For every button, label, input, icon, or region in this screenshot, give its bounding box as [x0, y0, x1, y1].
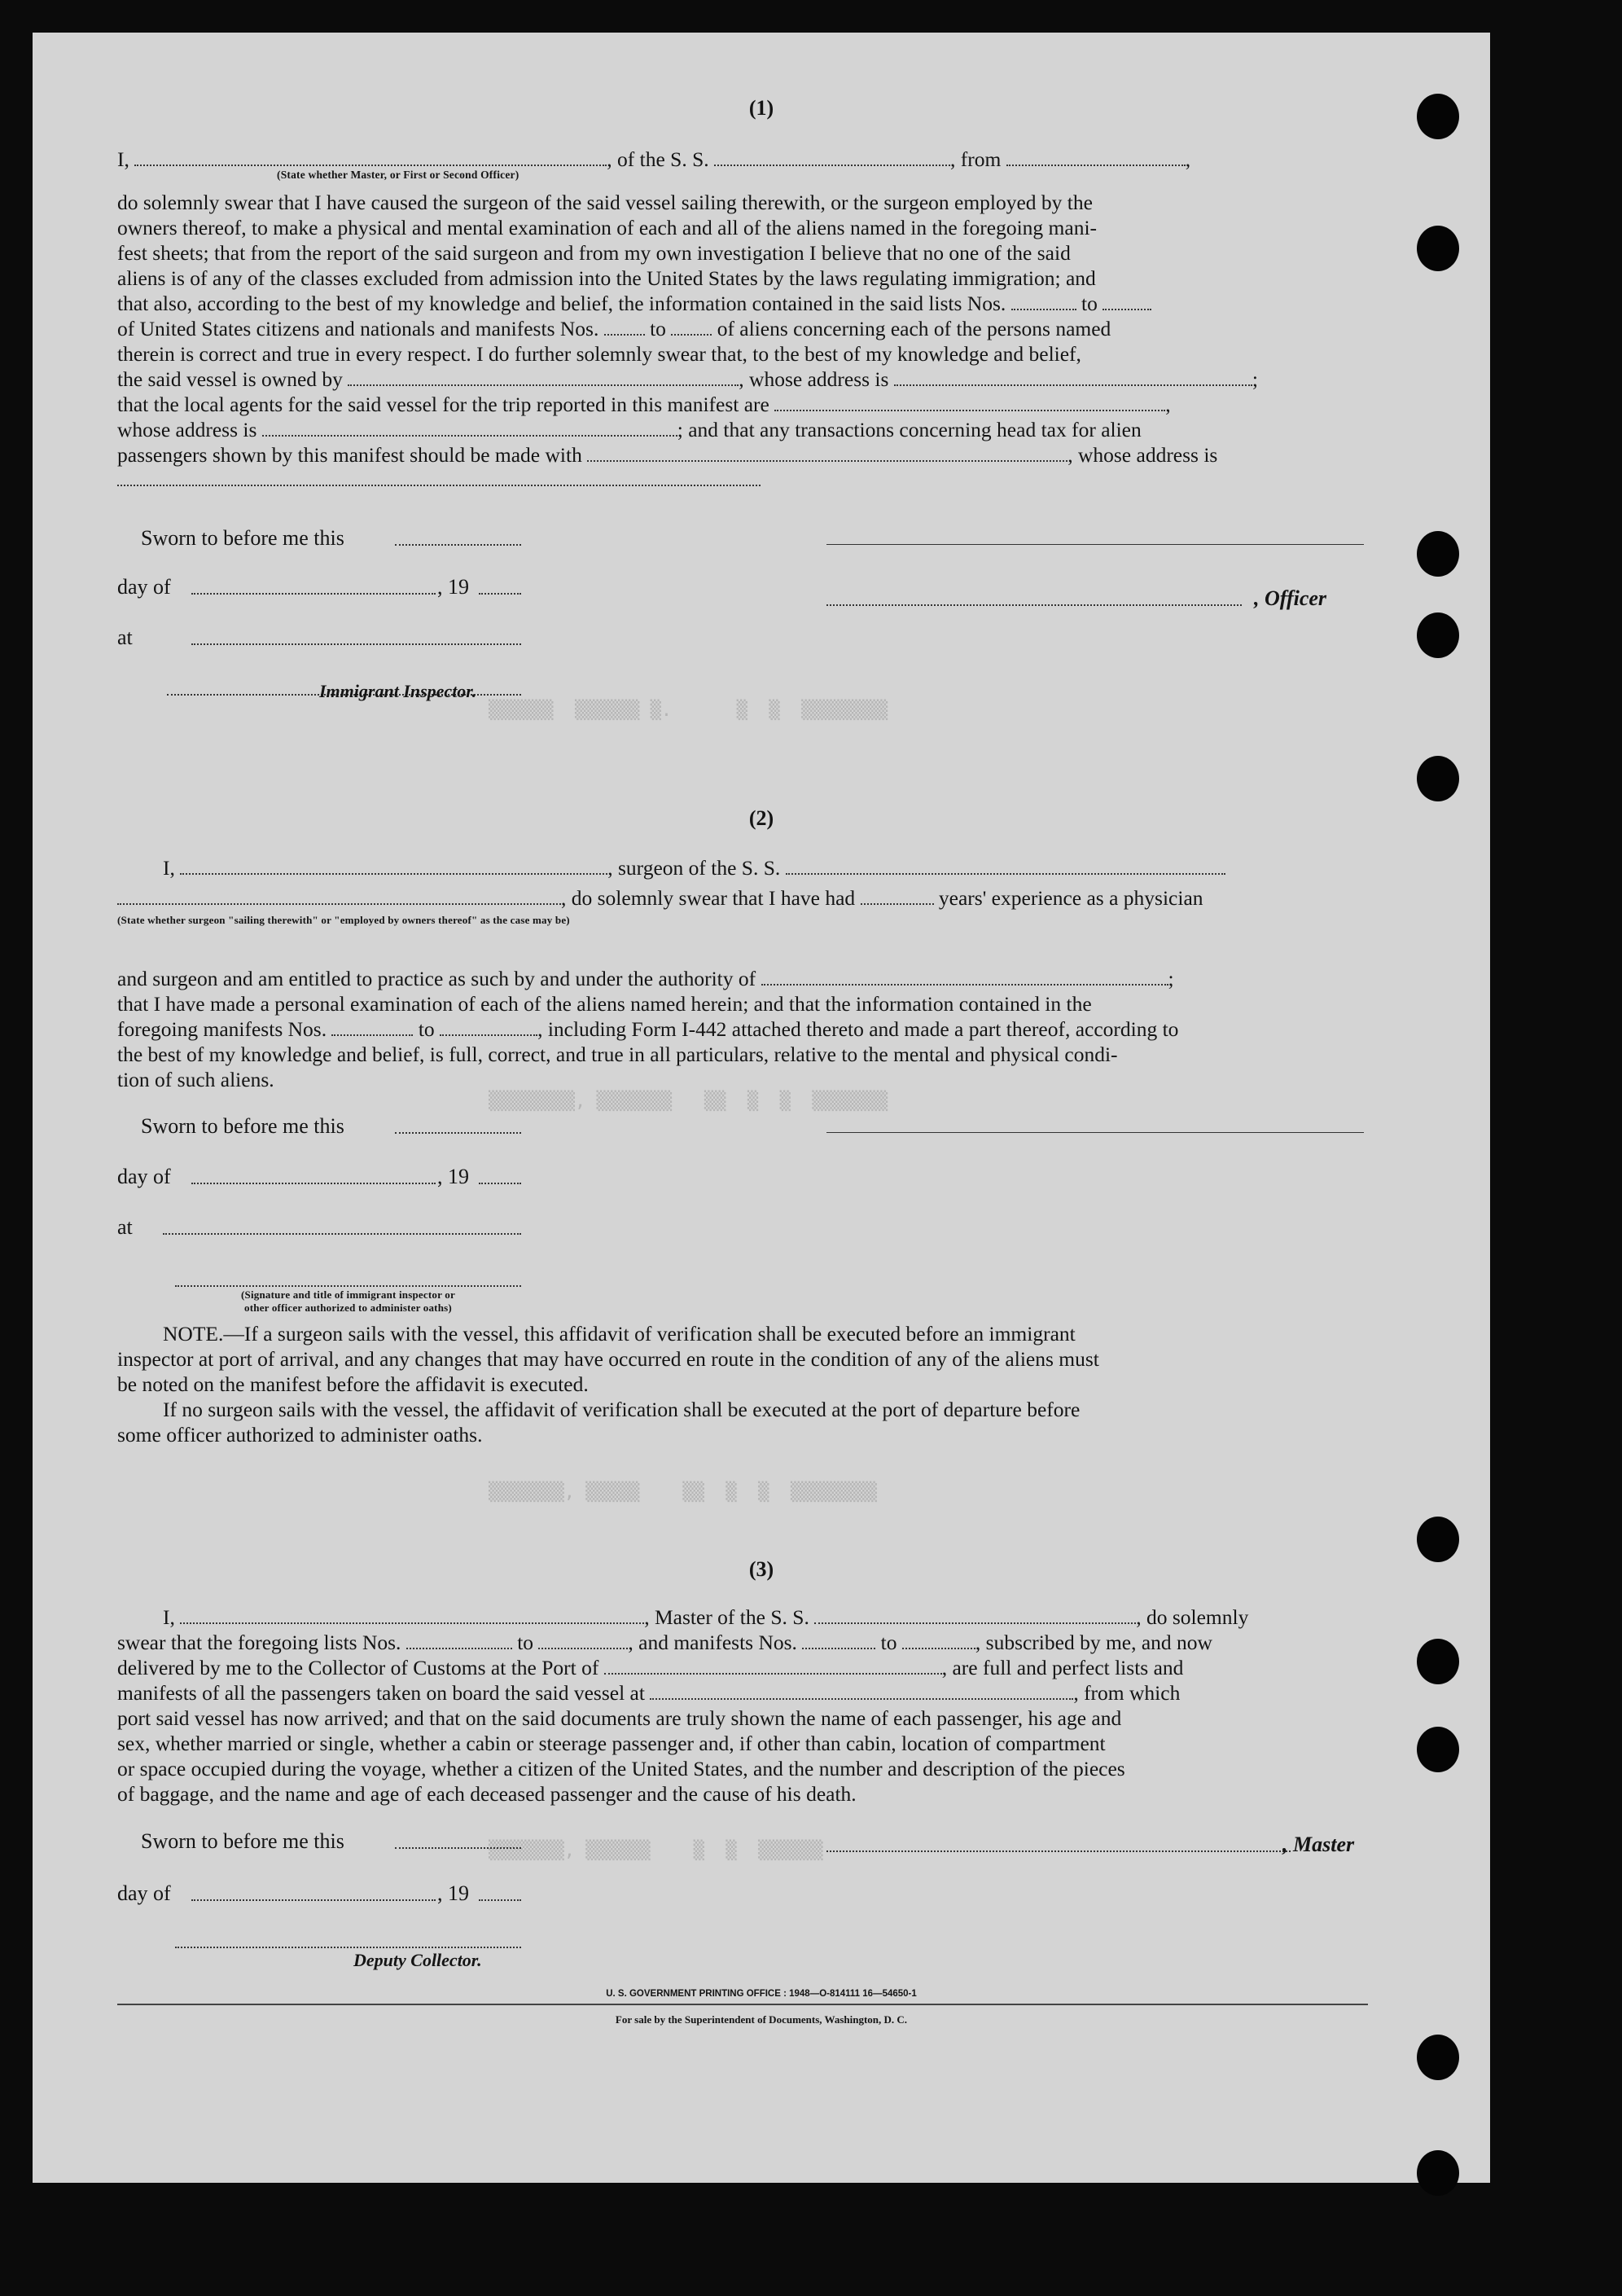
oath-text: to — [650, 317, 666, 340]
section-2-number: (2) — [748, 806, 774, 830]
oath-text: delivered by me to the Collector of Customs at the Port of — [117, 1656, 599, 1679]
head-tax-party-field[interactable] — [587, 442, 1067, 462]
deputy-collector-label: Deputy Collector. — [353, 1950, 482, 1970]
manifest-to-field[interactable] — [440, 1016, 537, 1036]
punch-hole — [1417, 531, 1459, 577]
oath-text: , subscribed by me, and now — [975, 1631, 1212, 1654]
oath-text: to — [418, 1017, 435, 1041]
punch-hole — [1417, 756, 1459, 801]
oath-text: that the local agents for the said vessel for the trip reported in this manifest are — [117, 393, 769, 416]
form-paper — [33, 33, 1490, 2183]
oath-line: that I have made a personal examination of each of the aliens named herein; and that the information contained in the — [117, 992, 1092, 1016]
day-of-field[interactable] — [191, 1899, 436, 1901]
section-1-header-line: I, , of the S. S. , from , — [117, 147, 1191, 171]
year-field[interactable] — [479, 1899, 521, 1901]
lists-to-field[interactable] — [538, 1630, 628, 1649]
section-3-oath-text — [117, 1605, 1368, 1807]
origin-port-field[interactable] — [1006, 147, 1186, 166]
bleed-through: ▒▒▒▒▒▒▒, ▒▒▒▒▒▒ ▒ ▒ ▒▒▒▒▒▒ — [489, 1841, 823, 1861]
master-name-field[interactable] — [180, 1605, 644, 1624]
oath-line: owners thereof, to make a physical and mental examination of each and all of the aliens named in the foregoing mani- — [117, 216, 1098, 239]
oath-text: ; and that any transactions concerning head tax for alien — [677, 418, 1142, 441]
section-2-oath-text — [117, 966, 1368, 1092]
at-place-field[interactable] — [191, 643, 521, 645]
sworn-label: Sworn to before me this — [141, 1114, 344, 1138]
oath-line — [117, 1680, 1368, 1706]
oath-line: fest sheets; that from the report of the said surgeon and from my own investigation I believe that no one of the said — [117, 241, 1071, 265]
punch-hole — [1417, 1517, 1459, 1562]
authority-field[interactable] — [761, 966, 1168, 986]
punch-hole — [1417, 612, 1459, 658]
oath-line: sex, whether married or single, whether a cabin or steerage passenger and, if other than cabin, location of compartment — [117, 1732, 1106, 1755]
day-of-field[interactable] — [191, 593, 436, 595]
local-agents-field[interactable] — [774, 392, 1165, 411]
signature-note-line: (Signature and title of immigrant inspector or — [241, 1288, 455, 1301]
note-text: —If a surgeon sails with the vessel, this affidavit of verification shall be executed before an immigrant — [223, 1322, 1076, 1346]
oath-text: the said vessel is owned by — [117, 367, 343, 391]
oath-text: , including Form I-442 attached thereto and made a part thereof, according to — [537, 1017, 1179, 1041]
oath-text: that also, according to the best of my knowledge and belief, the information contained in the said lists Nos. — [117, 292, 1006, 315]
text-of-ss: , of the S. S. — [607, 147, 709, 171]
oath-line — [117, 1630, 1368, 1655]
oath-text: passengers shown by this manifest should be made with — [117, 443, 582, 467]
years-experience-field[interactable] — [861, 885, 934, 905]
inspector-signature-field[interactable] — [175, 1285, 521, 1287]
day-of-field[interactable] — [191, 1183, 436, 1184]
at-label: at — [117, 1215, 133, 1239]
oath-line — [117, 1016, 1368, 1042]
oath-text: , Master of the S. S. — [644, 1605, 809, 1629]
printing-office-line: U. S. GOVERNMENT PRINTING OFFICE : 1948—O-814111 16—54650-1 — [606, 1989, 917, 1999]
bleed-through: ▒▒▒▒▒▒▒▒, ▒▒▒▒▒▒▒ ▒▒ ▒ ▒ ▒▒▒▒▒▒▒ — [489, 1091, 888, 1112]
oath-line: that the local agents for the said vessel for the trip reported in this manifest are , — [117, 393, 1171, 416]
year-field[interactable] — [479, 1183, 521, 1184]
owner-field[interactable] — [348, 367, 739, 386]
bleed-through: ▒▒▒▒▒▒▒, ▒▒▒▒▒ ▒▒ ▒ ▒ ▒▒▒▒▒▒▒▒ — [489, 1482, 877, 1503]
oath-line: tion of such aliens. — [117, 1068, 274, 1091]
text-i: I, — [163, 856, 175, 880]
manifest-from-field[interactable] — [331, 1016, 413, 1036]
head-tax-address-field[interactable] — [117, 485, 761, 486]
oath-text: , do solemnly — [1136, 1605, 1249, 1629]
surgeon-name-field[interactable] — [180, 855, 607, 875]
section-2-status-note: (State whether surgeon "sailing therewith" or "employed by owners thereof" as the case may be) — [117, 914, 570, 926]
manifest-no-to-field[interactable] — [671, 316, 712, 336]
signature-note — [175, 1288, 521, 1315]
oath-line: the best of my knowledge and belief, is full, correct, and true in all particulars, relative to the mental and physical condi- — [117, 1043, 1118, 1066]
surgeon-status-field[interactable] — [117, 885, 561, 905]
oath-line — [117, 291, 1368, 316]
agents-address-field[interactable] — [262, 417, 677, 437]
oath-line — [117, 1605, 1368, 1630]
text-from: , from — [950, 147, 1002, 171]
year-label: , 19 — [437, 1881, 469, 1905]
section-2-header — [117, 855, 1368, 911]
officer-label: , Officer — [1254, 586, 1327, 610]
section-1-oath-text — [117, 190, 1368, 468]
rank-field[interactable] — [134, 147, 607, 166]
signature-note-line: other officer authorized to administer oaths) — [244, 1302, 452, 1314]
section-3-number: (3) — [748, 1557, 774, 1581]
punch-hole — [1417, 2035, 1459, 2080]
oath-line: the said vessel is owned by , whose address is ; — [117, 367, 1258, 391]
officer-name-field[interactable] — [826, 604, 1242, 606]
at-place-field[interactable] — [163, 1233, 521, 1235]
section-2-line — [117, 855, 1368, 880]
oath-line: or space occupied during the voyage, whether a citizen of the United States, and the number and description of the pieces — [117, 1757, 1125, 1780]
embarkation-port-field[interactable] — [650, 1680, 1073, 1700]
oath-text: foregoing manifests Nos. — [117, 1017, 327, 1041]
vessel-name-field[interactable] — [714, 147, 950, 166]
note-line: inspector at port of arrival, and any changes that may have occurred en route in the condition of any of the aliens must — [117, 1347, 1099, 1371]
oath-line: do solemnly swear that I have caused the surgeon of the said vessel sailing therewith, or the surgeon employed by the — [117, 191, 1093, 214]
oath-line: port said vessel has now arrived; and that on the said documents are truly shown the name of each passenger, his age and — [117, 1706, 1122, 1730]
text-i: I, — [163, 1605, 175, 1629]
note-line: some officer authorized to administer oaths. — [117, 1423, 483, 1447]
note-label: NOTE. — [163, 1322, 224, 1346]
oath-text: , are full and perfect lists and — [941, 1656, 1184, 1679]
sworn-date-field[interactable] — [395, 1847, 521, 1849]
punch-hole — [1417, 1639, 1459, 1684]
punch-hole — [1417, 2150, 1459, 2196]
punch-hole — [1417, 1727, 1459, 1772]
master-label: , Master — [1282, 1833, 1355, 1856]
year-label: , 19 — [437, 1165, 469, 1188]
oath-line — [117, 316, 1368, 341]
oath-text: , do solemnly swear that I have had — [561, 886, 856, 910]
manifests-from-field[interactable] — [802, 1630, 875, 1649]
sworn-date-field[interactable] — [395, 1132, 521, 1134]
for-sale-line: For sale by the Superintendent of Documents, Washington, D. C. — [615, 2013, 908, 2026]
oath-text: to — [517, 1631, 534, 1654]
surgeon-vessel-field[interactable] — [786, 855, 1225, 875]
oath-line — [117, 417, 1368, 442]
oath-text: manifests of all the passengers taken on board the said vessel at — [117, 1681, 645, 1705]
oath-text: whose address is — [117, 418, 257, 441]
bleed-through: ▒▒▒▒▒▒ ▒▒▒▒▒▒ ▒. ▒ ▒ ▒▒▒▒▒▒▒▒ — [489, 700, 888, 721]
footer-rule — [117, 2004, 1368, 2005]
oath-text: of United States citizens and nationals and manifests Nos. — [117, 317, 599, 340]
sworn-label: Sworn to before me this — [141, 526, 344, 550]
master-vessel-field[interactable] — [814, 1605, 1136, 1624]
manifest-no-from-field[interactable] — [604, 316, 645, 336]
customs-port-field[interactable] — [604, 1655, 942, 1675]
owner-address-field[interactable] — [894, 367, 1252, 386]
immigrant-inspector-label: Immigrant Inspector. — [319, 681, 477, 701]
oath-line: of baggage, and the name and age of each deceased passenger and the cause of his death. — [117, 1782, 857, 1806]
list-no-from-field[interactable] — [1011, 291, 1076, 310]
master-signature-field[interactable] — [826, 1850, 1291, 1852]
punch-hole — [1417, 226, 1459, 271]
oath-text: of aliens concerning each of the persons named — [717, 317, 1111, 340]
oath-text: swear that the foregoing lists Nos. — [117, 1631, 401, 1654]
sworn-label: Sworn to before me this — [141, 1829, 344, 1853]
oath-line: aliens is of any of the classes excluded from admission into the United States by the laws regulating immigration; and — [117, 266, 1096, 290]
oath-text: and surgeon and am entitled to practice as such by and under the authority of — [117, 967, 756, 990]
day-of-label: day of — [117, 1881, 171, 1905]
section-2-note — [117, 1321, 1368, 1447]
text-surgeon-of-ss: , surgeon of the S. S. — [607, 856, 781, 880]
oath-line: therein is correct and true in every respect. I do further solemnly swear that, to the best of my knowledge and belief, — [117, 342, 1081, 366]
oath-text: to — [1081, 292, 1098, 315]
lists-from-field[interactable] — [406, 1630, 512, 1649]
oath-line — [117, 442, 1368, 468]
oath-text: years' experience as a physician — [938, 886, 1203, 910]
year-label: , 19 — [437, 575, 469, 599]
section-1-rank-note: (State whether Master, or First or Second Officer) — [277, 169, 519, 181]
day-of-label: day of — [117, 575, 171, 599]
oath-line — [117, 1655, 1368, 1680]
oath-text: , whose address is — [739, 367, 889, 391]
note-line: If no surgeon sails with the vessel, the affidavit of verification shall be executed at the port of departure before — [163, 1398, 1081, 1421]
oath-text: , whose address is — [1067, 443, 1218, 467]
note-line — [117, 1321, 1368, 1346]
sworn-date-field[interactable] — [395, 544, 521, 546]
at-label: at — [117, 626, 133, 649]
oath-text: , and manifests Nos. — [628, 1631, 797, 1654]
day-of-label: day of — [117, 1165, 171, 1188]
manifests-to-field[interactable] — [902, 1630, 975, 1649]
note-line: be noted on the manifest before the affidavit is executed. — [117, 1372, 589, 1396]
surgeon-signature-field[interactable] — [826, 1132, 1364, 1133]
oath-text: , from which — [1073, 1681, 1181, 1705]
oath-line: and surgeon and am entitled to practice as such by and under the authority of ; — [117, 967, 1174, 990]
collector-signature-field[interactable] — [175, 1947, 521, 1948]
section-1-number: (1) — [748, 96, 774, 120]
officer-signature-field[interactable] — [826, 544, 1364, 545]
year-field[interactable] — [479, 593, 521, 595]
oath-text: to — [880, 1631, 897, 1654]
list-no-to-field[interactable] — [1103, 291, 1151, 310]
section-2-line — [117, 885, 1368, 911]
text-i: I, — [117, 147, 129, 171]
